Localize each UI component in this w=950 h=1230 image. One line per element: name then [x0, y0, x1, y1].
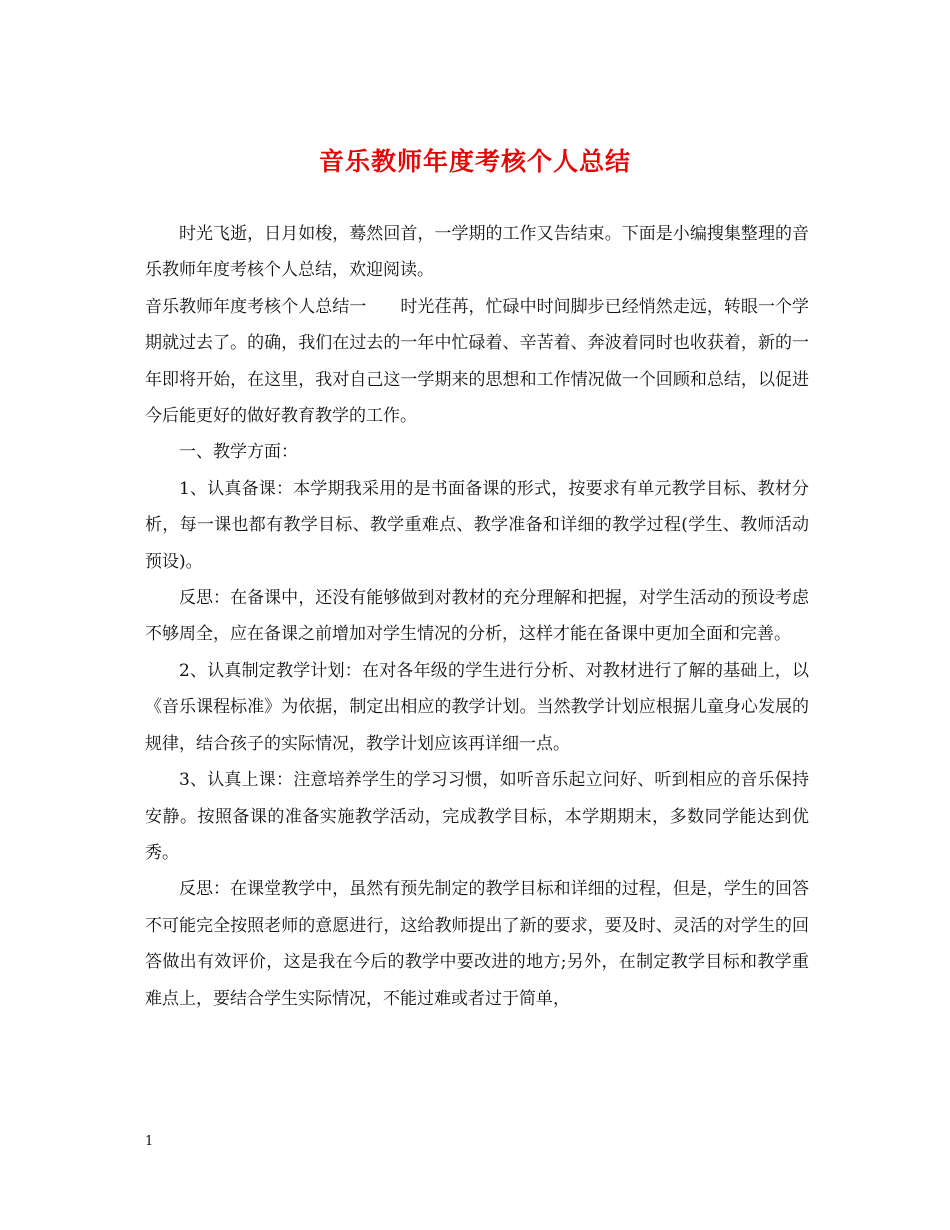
document-body — [145, 216, 809, 1017]
section-heading-teaching: 一、教学方面： — [179, 442, 298, 463]
paragraph-lesson-prep: 1、认真备课：本学期我采用的是书面备课的形式，按要求有单元教学目标、教材分析，每一课也都有教学目标、教学重难点、教学准备和详细的教学过程(学生、教师活动预设)。 — [145, 478, 809, 572]
paragraph-summary-one: 音乐教师年度考核个人总结一 时光荏苒，忙碌中时间脚步已经悄然走远，转眼一个学期就过去了。的确，我们在过去的一年中忙碌着、辛苦着、奔波着同时也收获着，新的一年即将开始，在这里，我对自己这一学期来的思想和工作情况做一个回顾和总结，以促进今后能更好的做好教育教学的工作。 — [145, 296, 809, 427]
document-title: 音乐教师年度考核个人总结 — [318, 147, 631, 176]
paragraph-reflection-prep: 反思：在备课中，还没有能够做到对教材的充分理解和把握，对学生活动的预设考虑不够周全，应在备课之前增加对学生情况的分析，这样才能在备课中更加全面和完善。 — [145, 588, 809, 645]
paragraph-reflection-class: 反思：在课堂教学中，虽然有预先制定的教学目标和详细的过程，但是，学生的回答不可能完全按照老师的意愿进行，这给教师提出了新的要求，要及时、灵活的对学生的回答做出有效评价，这是我在今后的教学中要改进的地方;另外，在制定教学目标和教学重难点上，要结合学生实际情况，不能过难或者过于简单， — [145, 879, 809, 1009]
paragraph-intro: 时光飞逝，日月如梭，蓦然回首，一学期的工作又告结束。下面是小编搜集整理的音乐教师年度考核个人总结，欢迎阅读。 — [145, 224, 809, 281]
page-number: 1 — [145, 1134, 154, 1149]
paragraph-classes: 3、认真上课：注意培养学生的学习习惯，如听音乐起立问好、听到相应的音乐保持安静。按照备课的准备实施教学活动，完成教学目标，本学期期末，多数同学能达到优秀。 — [145, 770, 809, 863]
paragraph-teaching-plan: 2、认真制定教学计划：在对各年级的学生进行分析、对教材进行了解的基础上，以《音乐课程标准》为依据，制定出相应的教学计划。当然教学计划应根据儿童身心发展的规律，结合孩子的实际情况，教学计划应该再详细一点。 — [145, 660, 809, 754]
